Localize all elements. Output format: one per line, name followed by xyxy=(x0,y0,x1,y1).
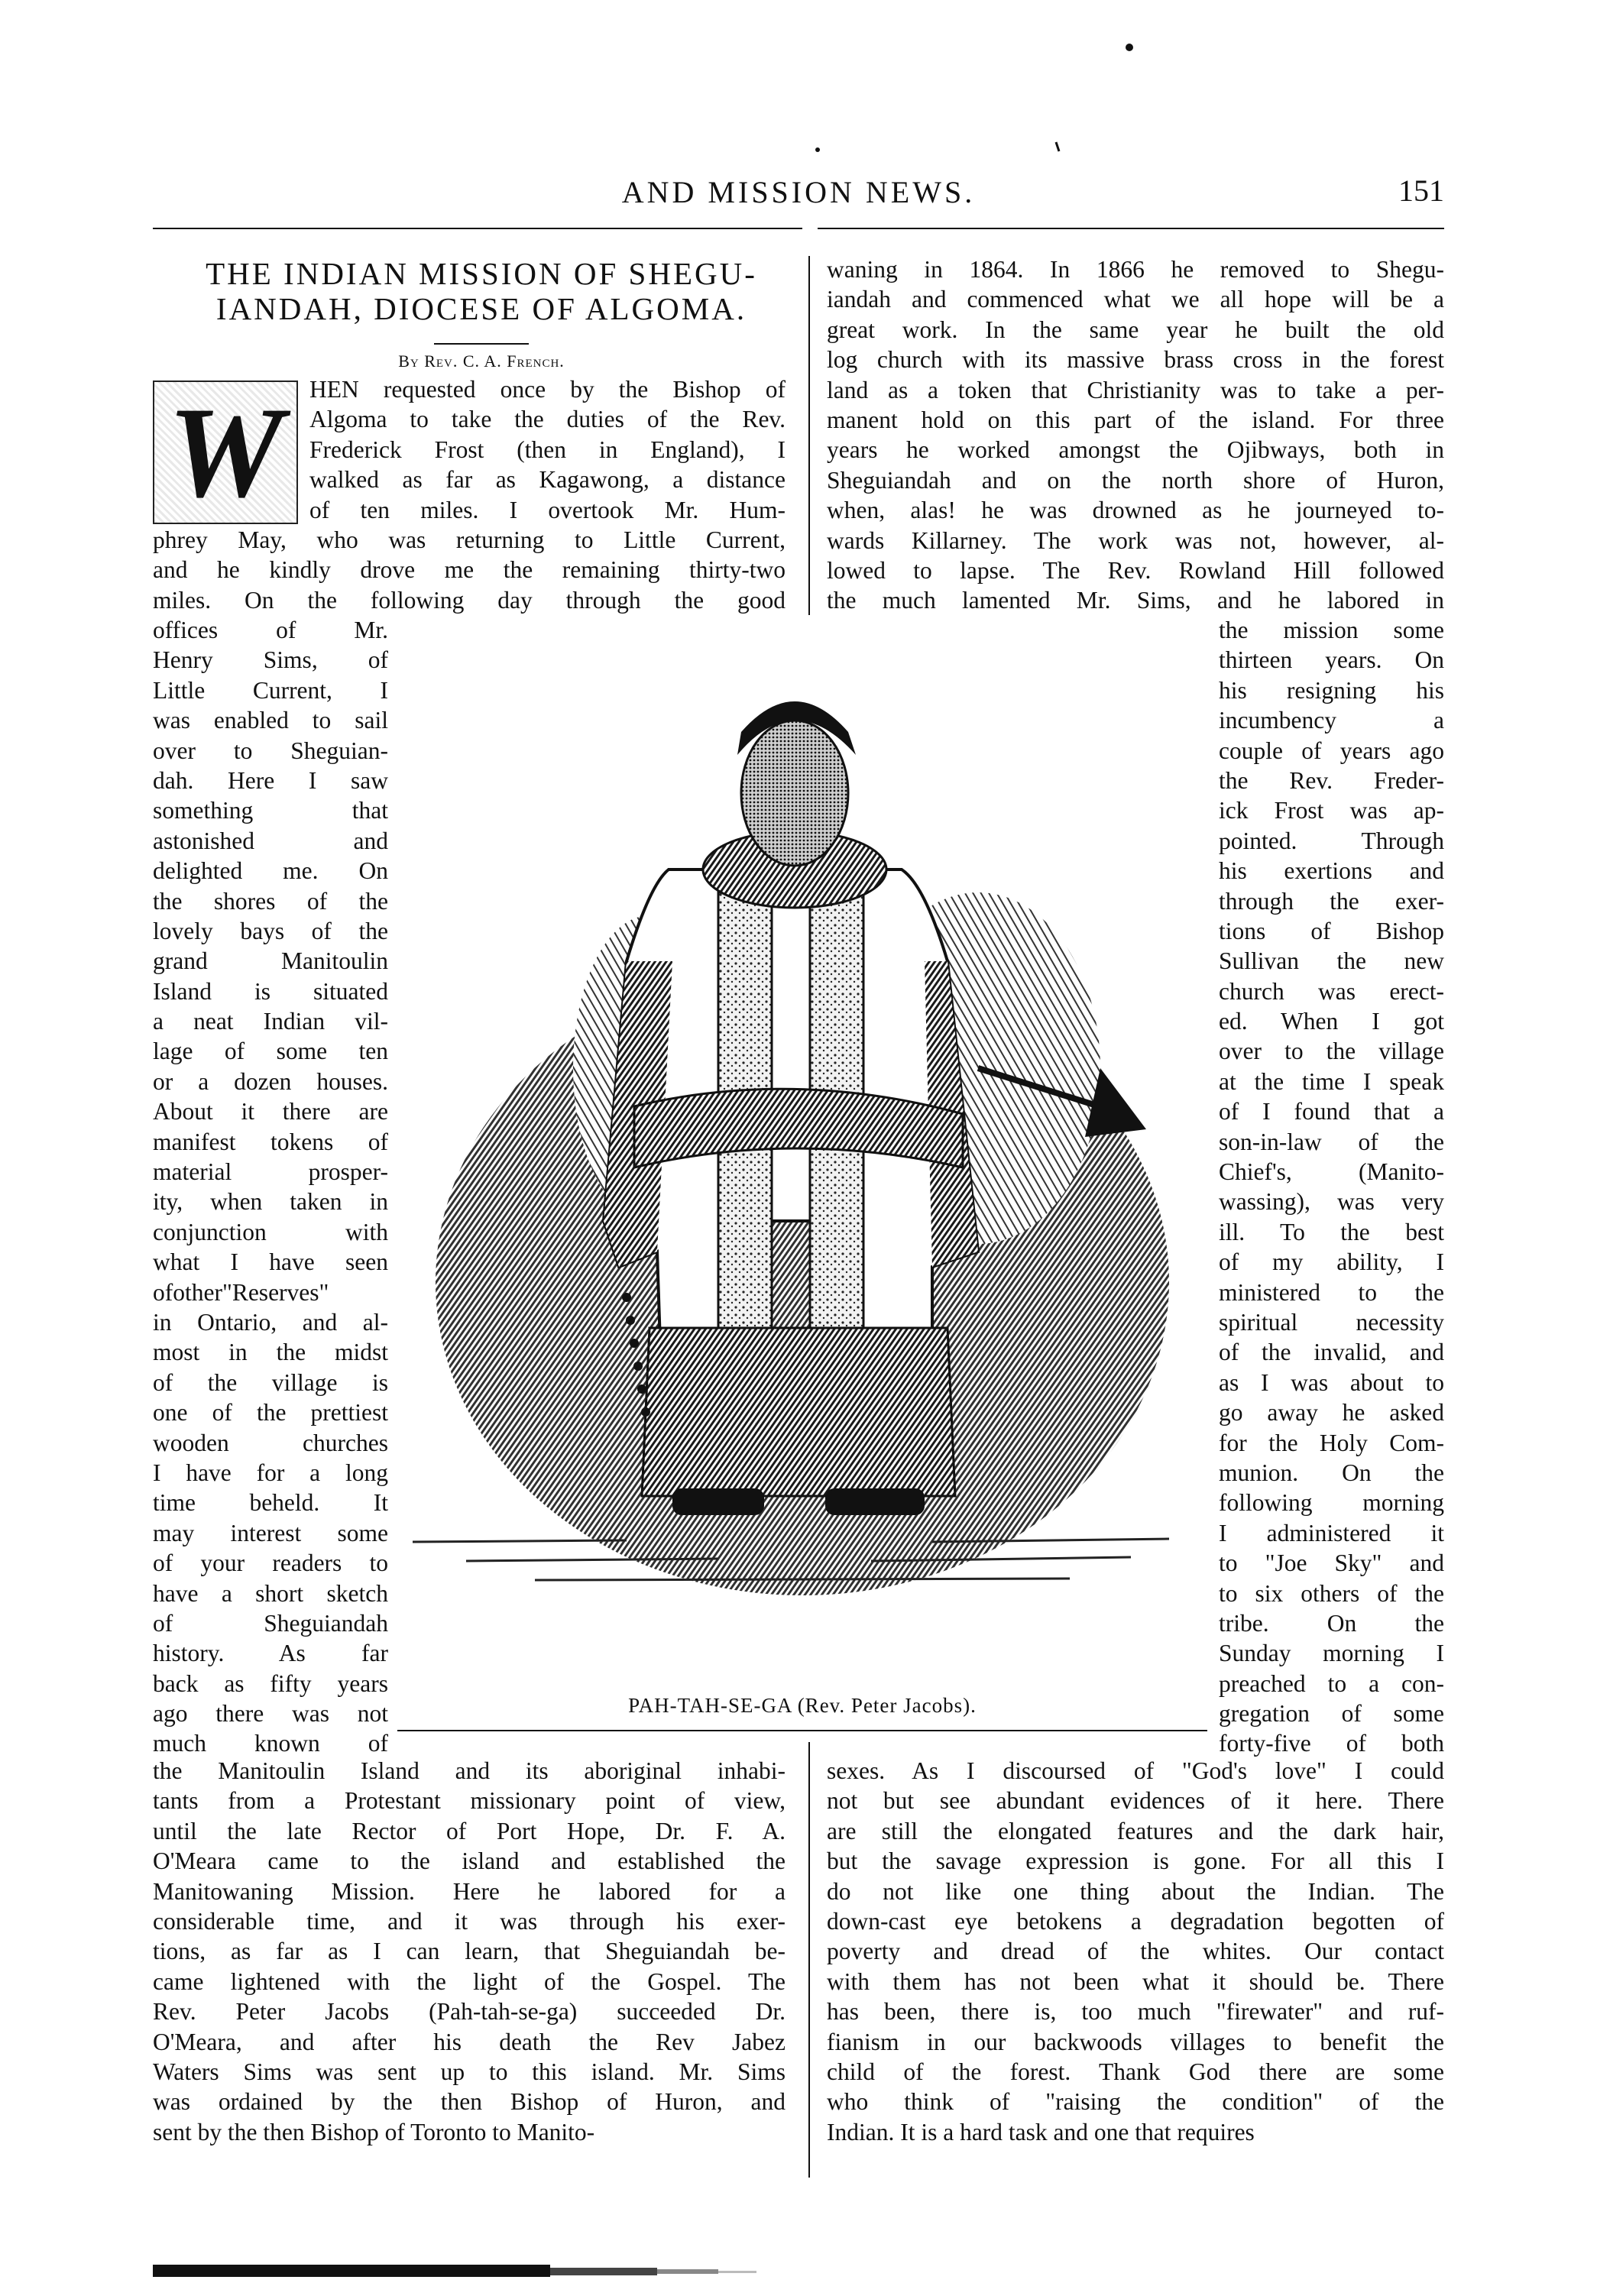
text-line: the Manitoulin Island and its aboriginal inhabi- xyxy=(153,1757,786,1784)
text-line: Rev. Peter Jacobs (Pah-tah-se-ga) succeeded Dr. xyxy=(153,1998,786,2026)
col1-top-text xyxy=(153,374,786,615)
text-line: O'Meara, and after his death the Rev Jabez xyxy=(153,2028,786,2055)
running-header: AND MISSION NEWS. xyxy=(621,175,976,209)
text-line: ministered to the xyxy=(1219,1278,1444,1306)
text-line: over to Sheguian- xyxy=(153,737,388,764)
text-line: wards Killarney. The work was not, however, al- xyxy=(827,526,1444,554)
head xyxy=(741,721,848,866)
text-line: Sullivan the new xyxy=(1219,947,1444,975)
text-line: land as a token that Christianity was to take a per- xyxy=(827,376,1444,403)
text-line: grand Manitoulin xyxy=(153,947,388,975)
col2-bottom-text xyxy=(827,1756,1444,2147)
text-line: ago there was not xyxy=(153,1700,388,1728)
text-line: something that xyxy=(153,797,388,824)
text-line: time beheld. It xyxy=(153,1489,388,1517)
text-line: lovely bays of the xyxy=(153,917,388,944)
text-line: go away he asked xyxy=(1219,1399,1444,1426)
text-line: Sunday morning I xyxy=(1219,1640,1444,1667)
text-line: astonished and xyxy=(153,827,388,854)
text-line: not but see abundant evidences of it here. There xyxy=(827,1787,1444,1815)
text-line: the shores of the xyxy=(153,887,388,915)
text-line: one of the prettiest xyxy=(153,1399,388,1426)
text-line: sexes. As I discoursed of "God's love" I could xyxy=(827,1757,1444,1784)
text-line: in Ontario, and al- xyxy=(153,1308,388,1336)
text-line: Little Current, I xyxy=(153,676,388,704)
portrait-engraving xyxy=(397,640,1207,1611)
text-line: wooden churches xyxy=(153,1429,388,1456)
scan-smudge xyxy=(153,2262,779,2280)
text-line: was ordained by the then Bishop of Huron, and xyxy=(153,2088,786,2116)
text-line: log church with its massive brass cross in the forest xyxy=(827,346,1444,374)
text-line: the much lamented Mr. Sims, and he labored in xyxy=(827,587,1444,614)
text-line: of the village is xyxy=(153,1368,388,1396)
text-line: conjunction with xyxy=(153,1218,388,1245)
column-divider-top xyxy=(808,256,810,615)
text-line: the mission some xyxy=(1219,617,1444,643)
page-number: 151 xyxy=(1398,173,1444,208)
text-line: church was erect- xyxy=(1219,977,1444,1005)
text-line: ed. When I got xyxy=(1219,1008,1444,1035)
text-line: as I was about to xyxy=(1219,1368,1444,1396)
text-line: phrey May, who was returning to Little Current, xyxy=(153,526,786,553)
text-line: son-in-law of the xyxy=(1219,1128,1444,1155)
text-line: at the time I speak xyxy=(1219,1067,1444,1095)
text-line: Waters Sims was sent up to this island. Mr. Sims xyxy=(153,2058,786,2085)
text-line: but the savage expression is gone. For all this I xyxy=(827,1847,1444,1875)
text-line: manent hold on this part of the island. For three xyxy=(827,406,1444,433)
drop-cap-letter: W xyxy=(167,381,283,524)
text-line: offices of Mr. xyxy=(153,617,388,643)
text-line: great work. In the same year he built the old xyxy=(827,316,1444,343)
article-title-line: THE INDIAN MISSION OF SHEGU- xyxy=(206,256,757,291)
text-line: Algoma to take the duties of the Rev. xyxy=(309,406,786,433)
text-line: following morning xyxy=(1219,1489,1444,1517)
feet xyxy=(672,1488,764,1515)
text-line: until the late Rector of Port Hope, Dr. F. A. xyxy=(153,1817,786,1844)
figure-caption: PAH-TAH-SE-GA (Rev. Peter Jacobs). xyxy=(628,1694,977,1717)
text-line: I administered it xyxy=(1219,1519,1444,1546)
article-title-line: IANDAH, DIOCESE OF ALGOMA. xyxy=(215,291,747,326)
text-line: has been, there is, too much "firewater" and ruf- xyxy=(827,1998,1444,2026)
col2-top-text xyxy=(827,254,1444,616)
text-line: wassing), was very xyxy=(1219,1188,1444,1216)
text-line: forty-five of both xyxy=(1219,1730,1444,1757)
text-line: of the invalid, and xyxy=(1219,1339,1444,1366)
article-title xyxy=(157,256,806,326)
text-line: with them has not been what it should be. There xyxy=(827,1967,1444,1995)
text-line: tions of Bishop xyxy=(1219,917,1444,944)
text-line: spiritual necessity xyxy=(1219,1308,1444,1336)
text-line: miles. On the following day through the good xyxy=(153,586,786,614)
leggings xyxy=(642,1328,955,1496)
text-line: delighted me. On xyxy=(153,857,388,885)
text-line: was enabled to sail xyxy=(153,707,388,734)
text-line: fianism in our backwoods villages to benefit the xyxy=(827,2028,1444,2055)
text-line: sent by the then Bishop of Toronto to Manito- xyxy=(153,2118,595,2145)
text-line: preached to a con- xyxy=(1219,1669,1444,1697)
text-line: over to the village xyxy=(1219,1038,1444,1065)
text-line: for the Holy Com- xyxy=(1219,1429,1444,1456)
text-line: tants from a Protestant missionary point of view, xyxy=(153,1787,786,1815)
text-line: pointed. Through xyxy=(1219,827,1444,854)
text-line: what I have seen xyxy=(153,1248,388,1276)
text-line: HEN requested once by the Bishop of xyxy=(309,376,786,403)
text-line: Indian. It is a hard task and one that requires xyxy=(827,2118,1255,2145)
text-line: through the exer- xyxy=(1219,887,1444,915)
col1-bottom-text xyxy=(153,1756,786,2147)
text-line: years he worked amongst the Ojibways, both in xyxy=(827,436,1444,464)
text-line: to six others of the xyxy=(1219,1579,1444,1607)
text-line: most in the midst xyxy=(153,1339,388,1366)
text-line: poverty and dread of the whites. Our contact xyxy=(827,1938,1444,1965)
col1-narrow-text xyxy=(153,615,388,1759)
text-line: About it there are xyxy=(153,1098,388,1125)
text-line: munion. On the xyxy=(1219,1459,1444,1486)
text-line: who think of "raising the condition" of the xyxy=(827,2088,1444,2116)
text-line: back as fifty years xyxy=(153,1669,388,1697)
text-line: may interest some xyxy=(153,1519,388,1546)
text-line: Chief's, (Manito- xyxy=(1219,1158,1444,1186)
text-line: of my ability, I xyxy=(1219,1248,1444,1276)
text-line: down-cast eye betokens a degradation begotten of xyxy=(827,1907,1444,1935)
text-line: tions, as far as I can learn, that Sheguiandah be- xyxy=(153,1938,786,1965)
text-line: of ten miles. I overtook Mr. Hum- xyxy=(309,496,786,523)
text-line: manifest tokens of xyxy=(153,1128,388,1155)
text-line: O'Meara came to the island and established the xyxy=(153,1847,786,1875)
text-line: are still the elongated features and the dark hair, xyxy=(827,1817,1444,1844)
text-line: lowed to lapse. The Rev. Rowland Hill followed xyxy=(827,556,1444,584)
text-line: ill. To the best xyxy=(1219,1218,1444,1245)
text-line: thirteen years. On xyxy=(1219,646,1444,674)
text-line: dah. Here I saw xyxy=(153,766,388,794)
text-line: waning in 1864. In 1866 he removed to Shegu- xyxy=(827,256,1444,283)
text-line: Frederick Frost (then in England), I xyxy=(309,436,786,463)
text-line: ofother"Reserves" xyxy=(153,1278,329,1306)
text-line: ick Frost was ap- xyxy=(1219,797,1444,824)
text-line: Island is situated xyxy=(153,977,388,1005)
text-line: Manitowaning Mission. Here he labored for a xyxy=(153,1877,786,1905)
text-line: gregation of some xyxy=(1219,1700,1444,1728)
text-line: a neat Indian vil- xyxy=(153,1008,388,1035)
text-line: incumbency a xyxy=(1219,707,1444,734)
byline-rule xyxy=(434,343,529,345)
text-line: of your readers to xyxy=(153,1550,388,1577)
text-line: ity, when taken in xyxy=(153,1188,388,1216)
text-line: Sheguiandah and on the north shore of Huron, xyxy=(827,466,1444,494)
text-line: and he kindly drove me the remaining thirty-two xyxy=(153,556,786,584)
text-line: the Rev. Freder- xyxy=(1219,766,1444,794)
column-divider-bottom xyxy=(808,1742,810,2178)
text-line: walked as far as Kagawong, a distance xyxy=(309,466,786,494)
text-line: couple of years ago xyxy=(1219,737,1444,764)
text-line: have a short sketch xyxy=(153,1579,388,1607)
text-line: of I found that a xyxy=(1219,1098,1444,1125)
text-line: much known of xyxy=(153,1730,388,1757)
text-line: child of the forest. Thank God there are some xyxy=(827,2058,1444,2085)
text-line: iandah and commenced what we all hope will be a xyxy=(827,286,1444,313)
header-rule-right xyxy=(818,228,1444,229)
text-line: do not like one thing about the Indian. The xyxy=(827,1877,1444,1905)
text-line: to "Joe Sky" and xyxy=(1219,1550,1444,1577)
figure-bottom-rule xyxy=(397,1730,1207,1731)
col2-narrow-text xyxy=(1219,615,1444,1759)
byline: By Rev. C. A. French. xyxy=(398,351,565,371)
text-line: history. As far xyxy=(153,1640,388,1667)
text-line: I have for a long xyxy=(153,1459,388,1486)
text-line: tribe. On the xyxy=(1219,1609,1444,1637)
text-line: lage of some ten xyxy=(153,1038,388,1065)
text-line: of Sheguiandah xyxy=(153,1609,388,1637)
text-line: Henry Sims, of xyxy=(153,646,388,674)
text-line: his resigning his xyxy=(1219,676,1444,704)
text-line: came lightened with the light of the Gospel. The xyxy=(153,1967,786,1995)
text-line: considerable time, and it was through his exer- xyxy=(153,1907,786,1935)
feet xyxy=(825,1488,925,1515)
text-line: when, alas! he was drowned as he journeyed to- xyxy=(827,497,1444,524)
text-line: or a dozen houses. xyxy=(153,1067,388,1095)
header-rule-left xyxy=(153,228,802,229)
text-line: his exertions and xyxy=(1219,857,1444,885)
text-line: material prosper- xyxy=(153,1158,388,1186)
